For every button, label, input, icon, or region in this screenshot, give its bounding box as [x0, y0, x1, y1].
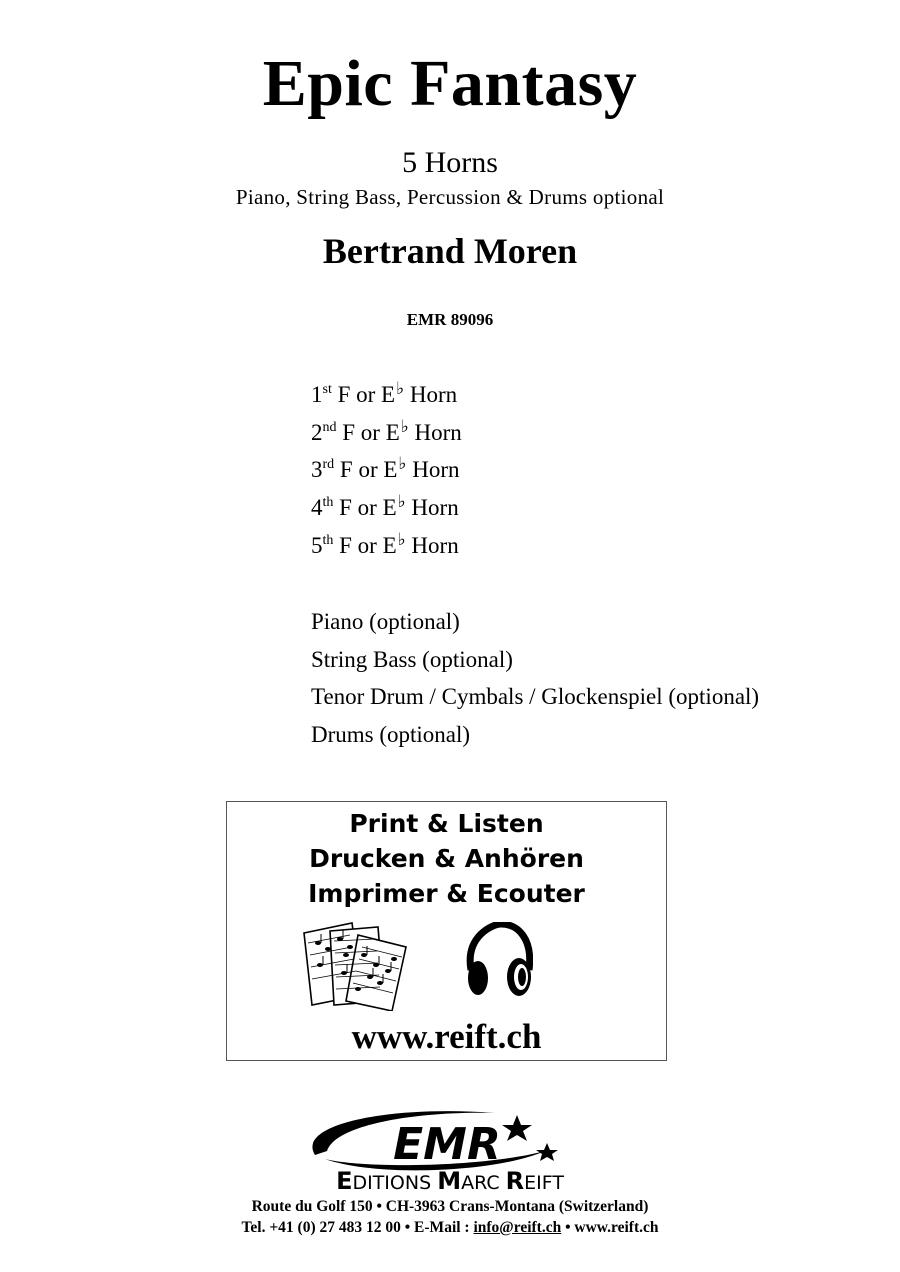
parts-list	[311, 376, 462, 564]
part-number: 1	[311, 382, 323, 407]
ordinal-suffix: th	[322, 495, 334, 511]
name-initial: E	[336, 1167, 353, 1193]
contact-website[interactable]: • www.reift.ch	[561, 1219, 659, 1236]
optional-parts-list	[311, 603, 759, 754]
part-number: 4	[311, 495, 323, 521]
name-rest: ARC	[461, 1172, 506, 1193]
ordinal-suffix: th	[322, 532, 334, 548]
part-text: F or E	[331, 382, 396, 407]
part-number: 5	[311, 532, 323, 558]
part-number: 2	[311, 419, 323, 445]
publisher-address: Route du Golf 150 • CH-3963 Crans-Montana (Switzerland)	[251, 1198, 649, 1215]
flat-sign: ♭	[400, 416, 409, 437]
promo-line-german: Drucken & Anhören	[309, 844, 584, 873]
ordinal-suffix: st	[322, 382, 332, 397]
name-initial: M	[437, 1167, 462, 1193]
publisher-logo	[255, 1103, 645, 1193]
emr-logo-icon	[255, 1103, 645, 1193]
part-instrument: Horn	[406, 457, 460, 483]
logo-text: EMR	[393, 1119, 501, 1170]
flat-sign: ♭	[396, 379, 405, 399]
part-instrument: Horn	[404, 382, 458, 407]
contact-email-link[interactable]: info@reift.ch	[473, 1219, 562, 1236]
composer-name: Bertrand Moren	[322, 231, 578, 271]
optional-part-item: Tenor Drum / Cymbals / Glockenspiel (optional)	[311, 684, 760, 710]
print-listen-box	[226, 801, 667, 1061]
publisher-name	[336, 1167, 564, 1193]
promo-website[interactable]: www.reift.ch	[351, 1017, 542, 1056]
part-item	[311, 489, 462, 527]
subtitle: 5 Horns	[402, 146, 498, 179]
flat-sign: ♭	[397, 529, 406, 550]
flat-sign: ♭	[398, 454, 407, 475]
promo-line-french: Imprimer & Ecouter	[308, 879, 585, 908]
promo-line-english: Print & Listen	[349, 809, 544, 838]
part-text: F or E	[333, 495, 397, 521]
part-item	[311, 451, 462, 489]
sheet-music-icon	[300, 919, 412, 1011]
part-instrument: Horn	[405, 532, 459, 558]
optional-part-item: Drums (optional)	[311, 722, 471, 748]
part-text: F or E	[336, 419, 400, 445]
name-initial: R	[505, 1167, 525, 1193]
page-title: Epic Fantasy	[262, 47, 638, 120]
optional-part-item: Piano (optional)	[311, 609, 460, 634]
optional-part-item: String Bass (optional)	[311, 646, 513, 672]
flat-sign: ♭	[397, 492, 406, 513]
name-rest: DITIONS	[352, 1172, 438, 1193]
part-item	[311, 376, 462, 414]
ordinal-suffix: rd	[322, 457, 335, 473]
contact-phone: Tel. +41 (0) 27 483 12 00 • E-Mail :	[241, 1219, 474, 1236]
ordinal-suffix: nd	[322, 419, 337, 435]
name-rest: EIFT	[524, 1172, 564, 1193]
part-item	[311, 414, 462, 452]
part-text: F or E	[333, 532, 397, 558]
headphones-icon	[463, 922, 533, 1002]
part-instrument: Horn	[408, 419, 462, 445]
instrumentation-line: Piano, String Bass, Percussion & Drums optional	[235, 185, 665, 209]
part-instrument: Horn	[405, 495, 459, 521]
part-number: 3	[311, 457, 323, 483]
part-item	[311, 527, 462, 565]
part-text: F or E	[334, 457, 398, 483]
catalog-number: EMR 89096	[406, 310, 494, 329]
publisher-contact	[0, 1219, 900, 1237]
